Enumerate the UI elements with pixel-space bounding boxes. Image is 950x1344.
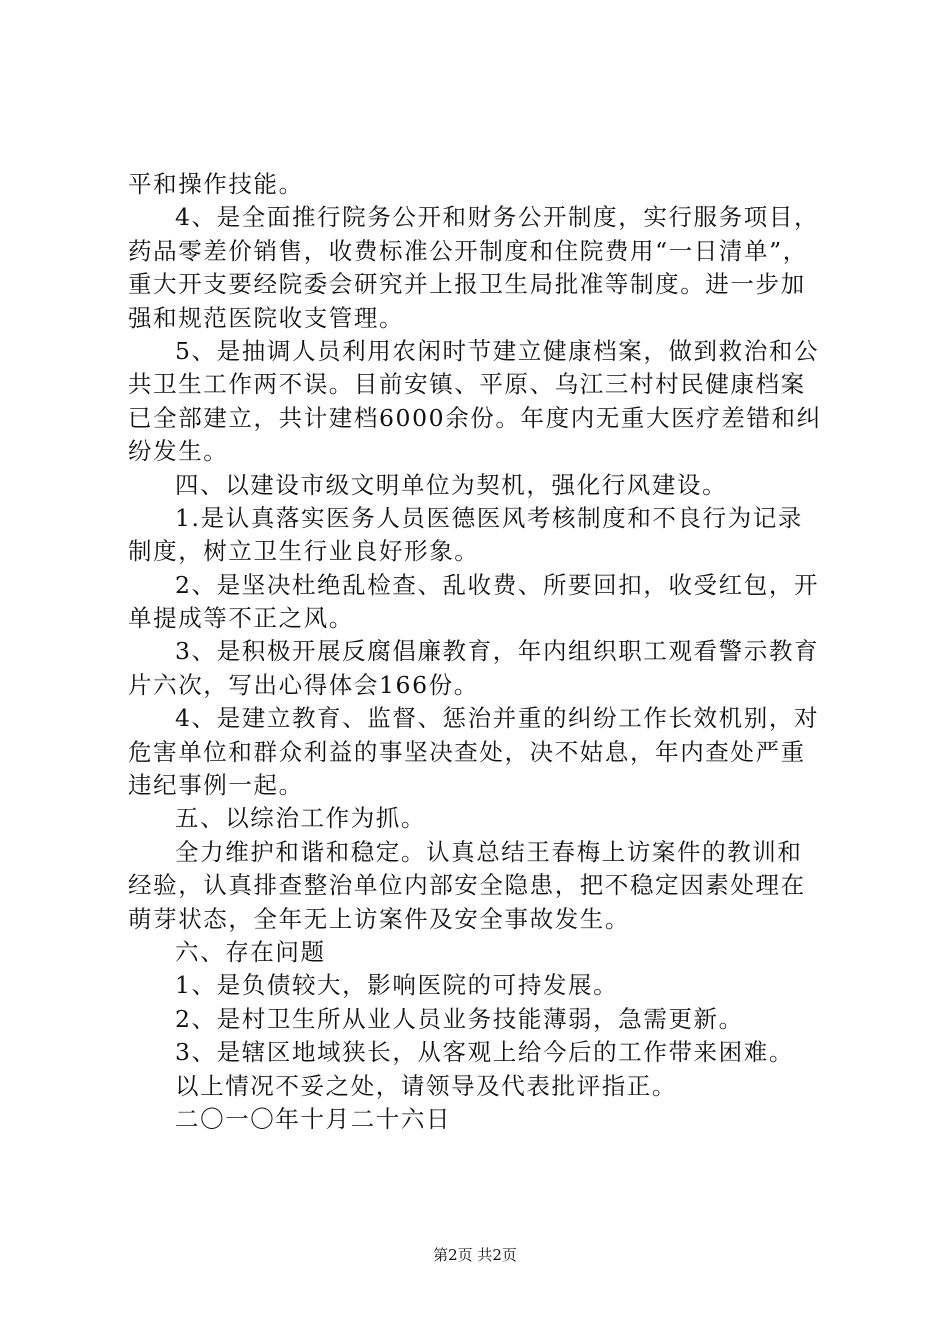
paragraph-line: 1.是认真落实医务人员医德医风考核制度和不良行为记录 <box>175 503 804 532</box>
paragraph-line: 共卫生工作两不误。目前安镇、平原、乌江三村村民健康档案 <box>128 370 806 399</box>
paragraph-line: 1、是负债较大，影响医院的可持发展。 <box>175 971 619 1000</box>
paragraph-line: 已全部建立，共计建档6000余份。年度内无重大医疗差错和纠 <box>128 403 822 432</box>
paragraph-line: 平和操作技能。 <box>128 170 304 198</box>
paragraph-line: 5、是抽调人员利用农闲时节建立健康档案，做到救治和公 <box>175 336 820 365</box>
paragraph-line: 制度，树立卫生行业良好形象。 <box>128 537 480 566</box>
paragraph-line: 纷发生。 <box>128 437 229 466</box>
paragraph-line: 重大开支要经院委会研究并上报卫生局批准等制度。进一步加 <box>128 270 806 299</box>
paragraph-line: 2、是村卫生所从业人员业务技能薄弱，急需更新。 <box>175 1004 744 1033</box>
paragraph-line: 以上情况不妥之处，请领导及代表批评指正。 <box>175 1071 677 1100</box>
paragraph-line: 4、是建立教育、监督、惩治并重的纠纷工作长效机别，对 <box>175 704 820 733</box>
paragraph-line: 4、是全面推行院务公开和财务公开制度，实行服务项目， <box>175 203 820 232</box>
section-heading: 六、存在问题 <box>175 937 326 966</box>
paragraph-line: 违纪事例一起。 <box>128 771 304 800</box>
paragraph-line: 强和规范医院收支管理。 <box>128 303 405 332</box>
section-heading: 五、以综治工作为抓。 <box>175 804 426 833</box>
page-footer <box>0 1245 950 1265</box>
document-body <box>128 168 828 1136</box>
paragraph-line: 3、是辖区地域狭长，从客观上给今后的工作带来困难。 <box>175 1038 794 1067</box>
paragraph-line: 萌芽状态，全年无上访案件及安全事故发生。 <box>128 904 630 933</box>
section-heading: 四、以建设市级文明单位为契机，强化行风建设。 <box>175 470 728 499</box>
document-date: 二〇一〇年十月二十六日 <box>175 1104 452 1133</box>
paragraph-line: 药品零差价销售，收费标准公开制度和住院费用“一日清单”， <box>128 236 808 265</box>
paragraph-line: 危害单位和群众利益的事坚决查处，决不姑息，年内查处严重 <box>128 737 806 766</box>
paragraph-line: 2、是坚决杜绝乱检查、乱收费、所要回扣，收受红包，开 <box>175 570 820 599</box>
paragraph-line: 经验，认真排查整治单位内部安全隐患，把不稳定因素处理在 <box>128 871 806 900</box>
page-number-label: 第2页 共2页 <box>433 1246 517 1264</box>
paragraph-line: 全力维护和谐和稳定。认真总结王春梅上访案件的教训和 <box>175 837 803 866</box>
paragraph-line: 3、是积极开展反腐倡廉教育，年内组织职工观看警示教育 <box>175 637 820 666</box>
paragraph-line: 片六次，写出心得体会166份。 <box>128 670 479 699</box>
paragraph-line: 单提成等不正之风。 <box>128 604 354 633</box>
